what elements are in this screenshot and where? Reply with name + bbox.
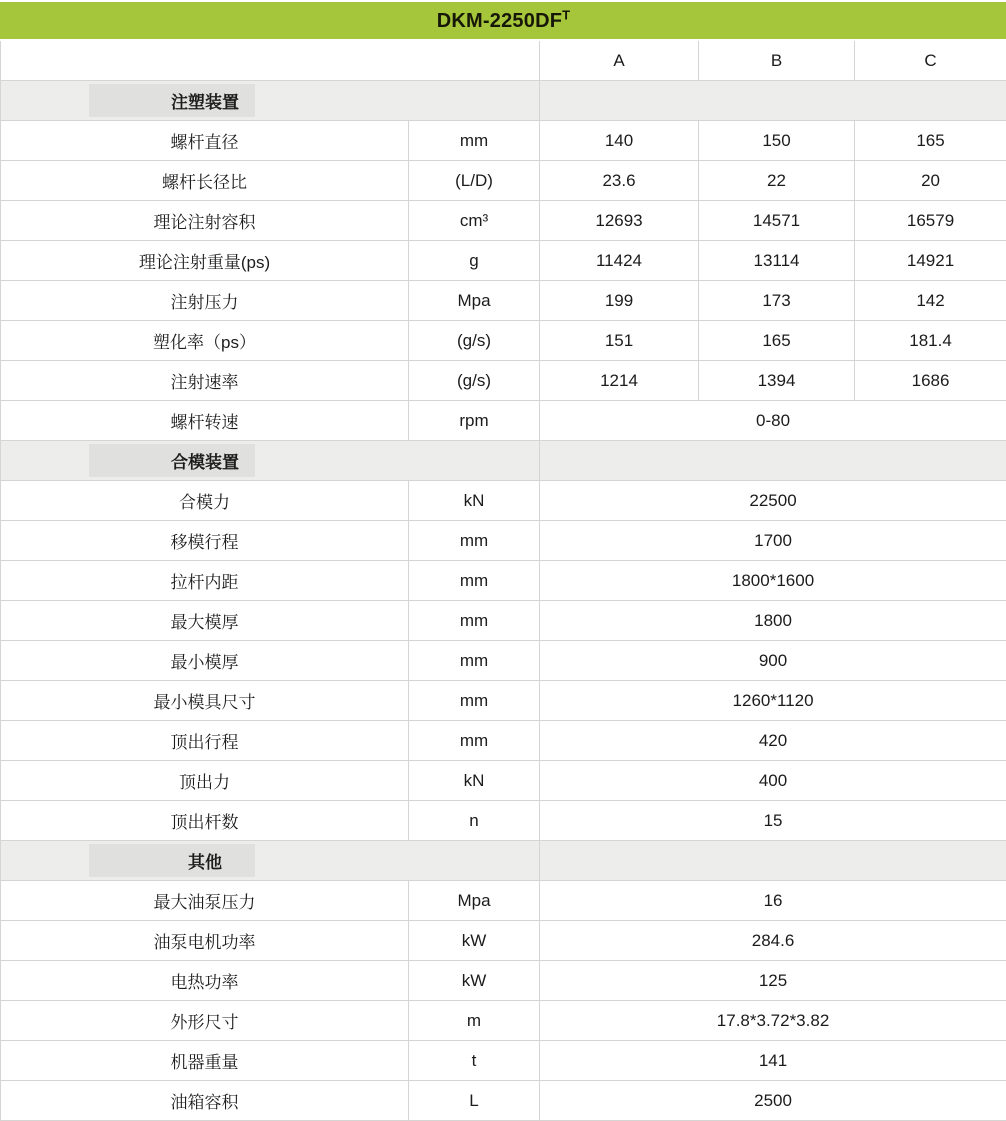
spec-unit: kN (409, 481, 540, 521)
spec-label: 螺杆长径比 (1, 161, 409, 201)
spec-label: 注射速率 (1, 361, 409, 401)
spec-row (1, 1081, 1006, 1121)
spec-unit: mm (409, 521, 540, 561)
spec-row (1, 721, 1006, 761)
spec-value-a: 140 (540, 121, 699, 161)
spec-row (1, 561, 1006, 601)
spec-value-b: 173 (699, 281, 855, 321)
spec-label: 顶出力 (1, 761, 409, 801)
spec-value-b: 14571 (699, 201, 855, 241)
spec-value-a: 23.6 (540, 161, 699, 201)
spec-unit: mm (409, 641, 540, 681)
section-title: 其他 (1, 848, 409, 873)
spec-row (1, 921, 1006, 961)
spec-value-merged: 284.6 (540, 921, 1006, 961)
spec-unit: kN (409, 761, 540, 801)
spec-value-b: 22 (699, 161, 855, 201)
spec-row (1, 521, 1006, 561)
model-banner-row (1, 3, 1006, 41)
spec-row (1, 761, 1006, 801)
spec-unit: rpm (409, 401, 540, 441)
spec-value-merged: 1700 (540, 521, 1006, 561)
spec-label: 注射压力 (1, 281, 409, 321)
column-header-c: C (855, 40, 1006, 81)
spec-label: 顶出行程 (1, 721, 409, 761)
spec-row (1, 401, 1006, 441)
spec-label: 合模力 (1, 481, 409, 521)
spec-label: 理论注射容积 (1, 201, 409, 241)
model-superscript: T (562, 7, 570, 22)
spec-value-merged: 900 (540, 641, 1006, 681)
spec-label: 最小模具尺寸 (1, 681, 409, 721)
spec-row (1, 601, 1006, 641)
spec-label: 机器重量 (1, 1041, 409, 1081)
spec-unit: kW (409, 921, 540, 961)
spec-row (1, 241, 1006, 281)
spec-value-merged: 22500 (540, 481, 1006, 521)
spec-label: 最大模厚 (1, 601, 409, 641)
spec-value-c: 181.4 (855, 321, 1006, 361)
spec-label: 拉杆内距 (1, 561, 409, 601)
spec-value-merged: 141 (540, 1041, 1006, 1081)
spec-value-b: 150 (699, 121, 855, 161)
model-banner (1, 3, 1006, 41)
spec-row (1, 801, 1006, 841)
spec-row (1, 961, 1006, 1001)
spec-label: 最大油泵压力 (1, 881, 409, 921)
spec-value-merged: 0-80 (540, 401, 1006, 441)
spec-label: 螺杆直径 (1, 121, 409, 161)
spec-unit: m (409, 1001, 540, 1041)
spec-value-merged: 17.8*3.72*3.82 (540, 1001, 1006, 1041)
section-title-cell (1, 81, 540, 121)
model-name: DKM-2250DF (437, 10, 562, 32)
spec-label: 理论注射重量(ps) (1, 241, 409, 281)
spec-row (1, 681, 1006, 721)
spec-unit: kW (409, 961, 540, 1001)
spec-value-merged: 1800*1600 (540, 561, 1006, 601)
spec-label: 移模行程 (1, 521, 409, 561)
spec-value-c: 142 (855, 281, 1006, 321)
spec-row (1, 321, 1006, 361)
section-spacer-cell (540, 441, 1006, 481)
spec-value-a: 11424 (540, 241, 699, 281)
spec-value-b: 1394 (699, 361, 855, 401)
section-title-cell (1, 841, 540, 881)
spec-unit: cm³ (409, 201, 540, 241)
spec-unit: (g/s) (409, 321, 540, 361)
spec-label: 油泵电机功率 (1, 921, 409, 961)
spec-label: 电热功率 (1, 961, 409, 1001)
spec-value-merged: 1800 (540, 601, 1006, 641)
spec-value-c: 16579 (855, 201, 1006, 241)
column-header-b: B (699, 40, 855, 81)
spec-value-merged: 125 (540, 961, 1006, 1001)
spec-value-c: 165 (855, 121, 1006, 161)
spec-value-a: 12693 (540, 201, 699, 241)
spec-row (1, 161, 1006, 201)
spec-row (1, 281, 1006, 321)
spec-label: 顶出杆数 (1, 801, 409, 841)
spec-unit: Mpa (409, 881, 540, 921)
spec-label: 外形尺寸 (1, 1001, 409, 1041)
spec-unit: mm (409, 121, 540, 161)
spec-unit: n (409, 801, 540, 841)
section-header-row (1, 441, 1006, 481)
spec-unit: t (409, 1041, 540, 1081)
spec-table (0, 2, 1006, 1121)
spec-unit: mm (409, 721, 540, 761)
spec-value-c: 1686 (855, 361, 1006, 401)
spec-unit: mm (409, 561, 540, 601)
spec-value-b: 13114 (699, 241, 855, 281)
section-title-cell (1, 441, 540, 481)
section-spacer-cell (540, 841, 1006, 881)
spec-value-merged: 420 (540, 721, 1006, 761)
spec-row (1, 121, 1006, 161)
spec-unit: L (409, 1081, 540, 1121)
spec-row (1, 361, 1006, 401)
spec-unit: Mpa (409, 281, 540, 321)
spec-unit: mm (409, 601, 540, 641)
spec-value-a: 1214 (540, 361, 699, 401)
spec-value-a: 199 (540, 281, 699, 321)
empty-header-cell (1, 40, 540, 81)
spec-row (1, 201, 1006, 241)
section-spacer-cell (540, 81, 1006, 121)
spec-unit: mm (409, 681, 540, 721)
section-title: 合模装置 (1, 448, 409, 473)
spec-value-b: 165 (699, 321, 855, 361)
spec-value-merged: 1260*1120 (540, 681, 1006, 721)
spec-label: 螺杆转速 (1, 401, 409, 441)
section-title: 注塑装置 (1, 88, 409, 113)
spec-value-c: 14921 (855, 241, 1006, 281)
spec-row (1, 881, 1006, 921)
spec-label: 最小模厚 (1, 641, 409, 681)
spec-unit: (g/s) (409, 361, 540, 401)
column-header-row (1, 40, 1006, 81)
section-header-row (1, 81, 1006, 121)
spec-value-merged: 16 (540, 881, 1006, 921)
spec-table-body (1, 81, 1006, 1121)
spec-value-a: 151 (540, 321, 699, 361)
spec-row (1, 641, 1006, 681)
spec-row (1, 1041, 1006, 1081)
spec-row (1, 481, 1006, 521)
spec-value-merged: 15 (540, 801, 1006, 841)
spec-label: 油箱容积 (1, 1081, 409, 1121)
spec-value-c: 20 (855, 161, 1006, 201)
column-header-a: A (540, 40, 699, 81)
spec-label: 塑化率（ps） (1, 321, 409, 361)
section-header-row (1, 841, 1006, 881)
spec-value-merged: 2500 (540, 1081, 1006, 1121)
spec-unit: g (409, 241, 540, 281)
spec-value-merged: 400 (540, 761, 1006, 801)
spec-row (1, 1001, 1006, 1041)
spec-unit: (L/D) (409, 161, 540, 201)
